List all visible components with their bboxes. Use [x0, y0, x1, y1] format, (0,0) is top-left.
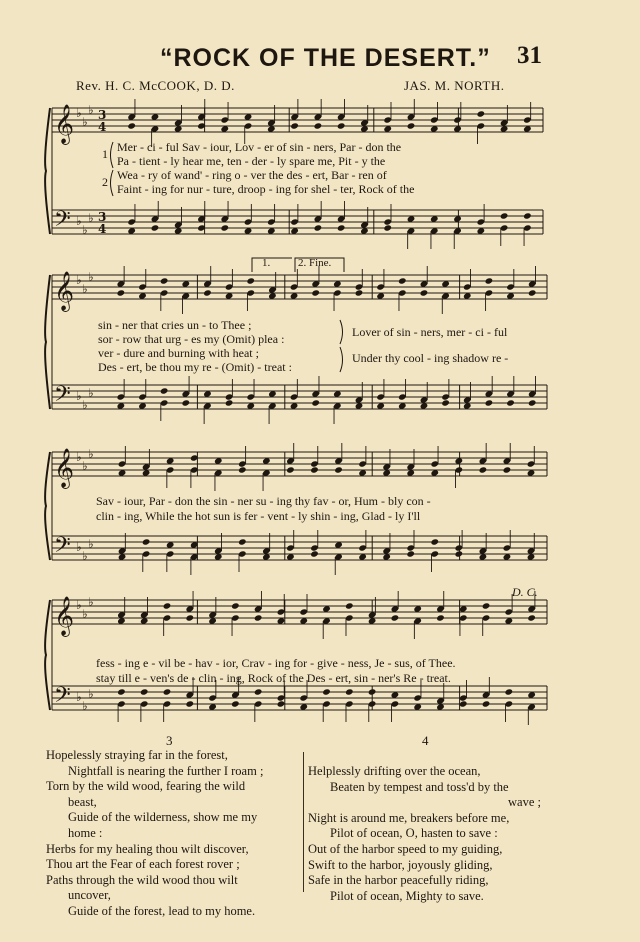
flat-sign-icon: ♭: [76, 389, 82, 403]
flat-sign-icon: ♭: [82, 607, 88, 621]
system-brace: [45, 452, 50, 560]
bass-clef-icon: 𝄢: [54, 382, 71, 412]
da-capo-mark: D. C.: [512, 585, 538, 599]
treble-notes: [117, 266, 537, 314]
bass-clef-icon: 𝄢: [54, 533, 71, 563]
flat-sign-icon: ♭: [76, 540, 82, 554]
stanza-line: Hopelessly straying far in the forest,: [46, 748, 228, 762]
lyric-line: Sav - iour, Par - don the sin - ner su - ing thy fav - or, Hum - bly con -: [96, 494, 431, 508]
stanza-line: Thou art the Fear of each forest rover ;: [46, 857, 240, 872]
flat-sign-icon: ♭: [76, 214, 82, 228]
bass-staff: [52, 536, 547, 560]
flat-sign-icon: ♭: [88, 103, 94, 117]
lyric-line: stay till e - ven's de - clin - ing, Rock of the Des - ert, sin - ner's Re - treat.: [96, 671, 451, 685]
verse-brace: [111, 142, 114, 168]
stanza-line: Herbs for my healing thou wilt discover,: [46, 841, 249, 856]
first-ending-bracket: [252, 258, 292, 272]
flat-sign-icon: ♭: [82, 223, 88, 237]
flat-sign-icon: ♭: [88, 270, 94, 284]
stanza-line: Nightfall is nearing the further I roam ;: [68, 763, 264, 778]
stanza-line: Beaten by tempest and toss'd by the: [330, 779, 509, 794]
flat-sign-icon: ♭: [82, 699, 88, 713]
lyric-line: Pa - tient - ly hear me, ten - der - ly spare me, Pit - y the: [117, 154, 386, 168]
stanza-line: Swift to the harbor, joyously gliding,: [308, 857, 493, 872]
stanza-line: home :: [68, 825, 103, 840]
bass-staff: [52, 385, 547, 409]
stanza-line: Out of the harbor speed to my guiding,: [308, 841, 503, 856]
flat-sign-icon: ♭: [88, 537, 94, 551]
stanza-line: Pilot of ocean, Mighty to save.: [330, 888, 484, 903]
system-brace: [45, 275, 50, 409]
lyric-line: Mer - ci - ful Sav - iour, Lov - er of sin - ners, Par - don the: [117, 140, 402, 154]
treble-clef-icon: 𝄞: [54, 448, 75, 488]
stanza-3: [46, 748, 346, 920]
verse-number-2: 2: [102, 175, 108, 189]
treble-clef-icon: 𝄞: [54, 271, 75, 311]
flat-sign-icon: ♭: [88, 687, 94, 701]
lyric-line: Wea - ry of wand' - ring o - ver the des - ert, Bar - ren of: [117, 168, 387, 182]
composer-credit: JAS. M. NORTH.: [404, 78, 505, 93]
lyric-line: clin - ing, While the hot sun is fer - vent - ly shin - ing, Glad - ly I'll: [96, 509, 421, 523]
flat-sign-icon: ♭: [88, 386, 94, 400]
stanza-line: Paths through the wild wood thou wilt: [46, 872, 238, 887]
system-brace: [45, 108, 50, 234]
page-number: 31: [517, 42, 542, 69]
stanza-3-number: 3: [166, 733, 173, 748]
stanza-4: [308, 764, 608, 904]
treble-staff: [52, 275, 547, 299]
flat-sign-icon: ♭: [76, 273, 82, 287]
flat-sign-icon: ♭: [82, 549, 88, 563]
time-signature: 3: [98, 210, 107, 224]
stanza-line: beast,: [68, 794, 97, 809]
flat-sign-icon: ♭: [82, 459, 88, 473]
stanza-line: Pilot of ocean, O, hasten to save :: [330, 826, 498, 841]
treble-clef-icon: 𝄞: [54, 596, 75, 636]
treble-clef-icon: 𝄞: [54, 104, 75, 144]
bass-staff: [52, 686, 547, 710]
system-brace: [45, 600, 50, 710]
hymn-title: “ROCK OF THE DESERT.”: [160, 44, 491, 72]
stanza-line: Guide of the wilderness, show me my: [68, 810, 258, 825]
flat-sign-icon: ♭: [82, 115, 88, 129]
stanza-line: Torn by the wild wood, fearing the wild: [46, 779, 246, 794]
verse-brace: [111, 170, 114, 196]
verse-brace: [340, 347, 343, 372]
treble-staff: [52, 452, 547, 476]
flat-sign-icon: ♭: [76, 598, 82, 612]
flat-sign-icon: ♭: [76, 450, 82, 464]
treble-notes: [117, 591, 536, 639]
verse-number-1: 1: [102, 147, 108, 161]
stanza-divider: [303, 752, 304, 892]
stanza-line: Guide of the forest, lead to my home.: [68, 903, 256, 918]
lyric-line: ver - dure and burning with heat ;: [98, 346, 259, 360]
treble-staff: [52, 600, 547, 624]
first-ending-mark: 1.: [262, 257, 271, 269]
stanza-line: Safe in the harbor peacefully riding,: [308, 873, 489, 888]
refrain-line: Lover of sin - ners, mer - ci - ful: [352, 325, 508, 339]
treble-notes: [118, 443, 535, 491]
bass-clef-icon: 𝄢: [54, 683, 71, 713]
flat-sign-icon: ♭: [76, 106, 82, 120]
flat-sign-icon: ♭: [88, 595, 94, 609]
flat-sign-icon: ♭: [88, 211, 94, 225]
lyric-line: Des - ert, be thou my re - (Omit) - treat :: [98, 360, 292, 374]
flat-sign-icon: ♭: [76, 690, 82, 704]
lyric-line: sin - ner that cries un - to Thee ;: [98, 318, 252, 332]
second-ending-fine-mark: 2. Fine.: [298, 257, 332, 269]
stanza-4-number: 4: [422, 733, 429, 748]
verse-brace: [340, 320, 343, 344]
stanza-line: uncover,: [68, 888, 111, 903]
bass-clef-icon: 𝄢: [54, 207, 71, 237]
bass-notes: [117, 376, 537, 424]
flat-sign-icon: ♭: [82, 398, 88, 412]
refrain-line: Under thy cool - ing shadow re -: [352, 351, 509, 365]
stanza-line: wave ;: [508, 795, 541, 810]
bass-notes: [118, 530, 535, 575]
time-signature: 4: [98, 120, 107, 134]
lyric-line: sor - row that urg - es my (Omit) plea :: [98, 332, 285, 346]
lyric-line: Faint - ing for nur - ture, droop - ing for shel - ter, Rock of the: [117, 182, 415, 196]
bass-notes: [127, 201, 531, 249]
lyric-line: fess - ing e - vil be - hav - ior, Crav - ing for - give - ness, Je - sus, of Thee.: [96, 656, 456, 670]
time-signature: 3: [98, 108, 107, 122]
stanza-line: Helplessly drifting over the ocean,: [308, 764, 481, 778]
flat-sign-icon: ♭: [88, 447, 94, 461]
stanza-line: Night is around me, breakers before me,: [308, 810, 510, 825]
time-signature: 4: [98, 222, 107, 236]
flat-sign-icon: ♭: [82, 282, 88, 296]
lyricist-credit: Rev. H. C. McCOOK, D. D.: [76, 78, 235, 93]
